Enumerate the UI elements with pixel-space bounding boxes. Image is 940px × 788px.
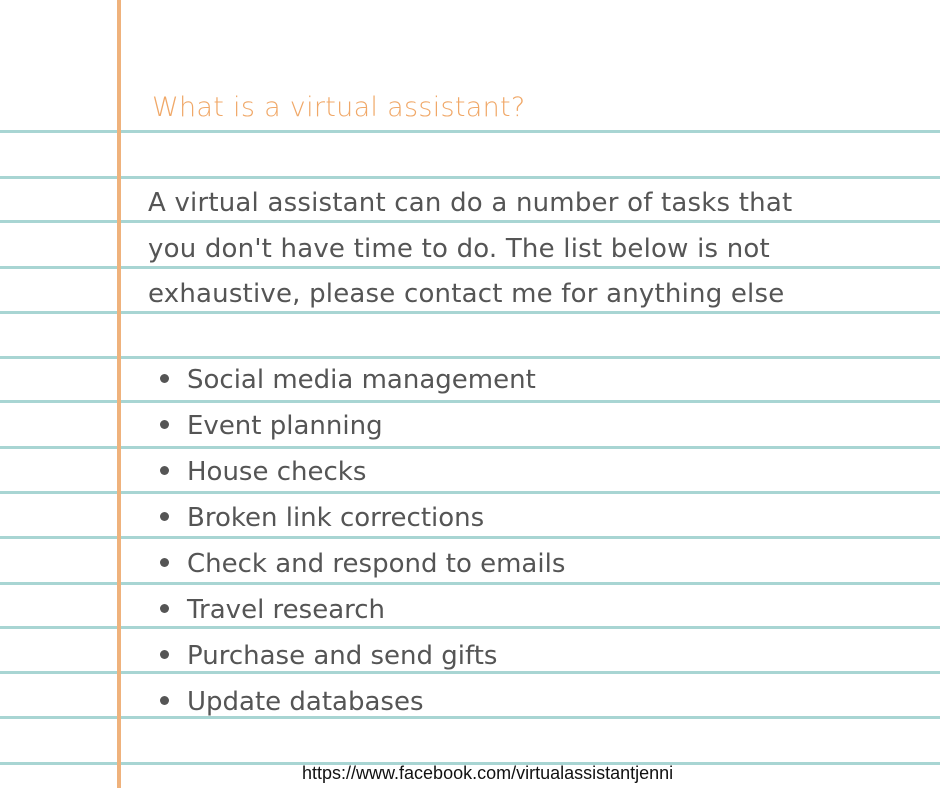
bullet-icon — [160, 466, 169, 475]
service-label: Travel research — [187, 595, 386, 625]
list-item — [160, 682, 565, 728]
footer-url: https://www.facebook.com/virtualassistantjenni — [302, 763, 674, 783]
intro-line: you don't have time to do. The list below is not — [148, 234, 770, 264]
intro-line: exhaustive, please contact me for anything else — [148, 279, 785, 309]
ruled-line — [0, 266, 940, 269]
margin-line — [117, 0, 121, 788]
ruled-line — [0, 356, 940, 359]
bullet-icon — [160, 558, 169, 567]
bullet-icon — [160, 696, 169, 705]
bullet-icon — [160, 512, 169, 521]
bullet-icon — [160, 650, 169, 659]
list-item — [160, 544, 565, 590]
list-item — [160, 452, 565, 498]
list-item — [160, 636, 565, 682]
service-label: House checks — [187, 457, 367, 487]
ruled-line — [0, 311, 940, 314]
ruled-line — [0, 130, 940, 133]
list-item — [160, 590, 565, 636]
list-item — [160, 406, 565, 452]
bullet-icon — [160, 374, 169, 383]
ruled-line — [0, 176, 940, 179]
service-label: Social media management — [187, 365, 536, 395]
service-label: Check and respond to emails — [187, 549, 566, 579]
bullet-icon — [160, 604, 169, 613]
list-item — [160, 498, 565, 544]
service-label: Event planning — [187, 411, 383, 441]
page-title: What is a virtual assistant? — [152, 92, 526, 123]
service-label: Purchase and send gifts — [187, 641, 498, 671]
intro-line: A virtual assistant can do a number of tasks that — [148, 188, 793, 218]
service-label: Update databases — [187, 687, 424, 717]
bullet-icon — [160, 420, 169, 429]
ruled-line — [0, 220, 940, 223]
service-label: Broken link corrections — [187, 503, 485, 533]
list-item — [160, 360, 565, 406]
services-list — [160, 360, 565, 728]
